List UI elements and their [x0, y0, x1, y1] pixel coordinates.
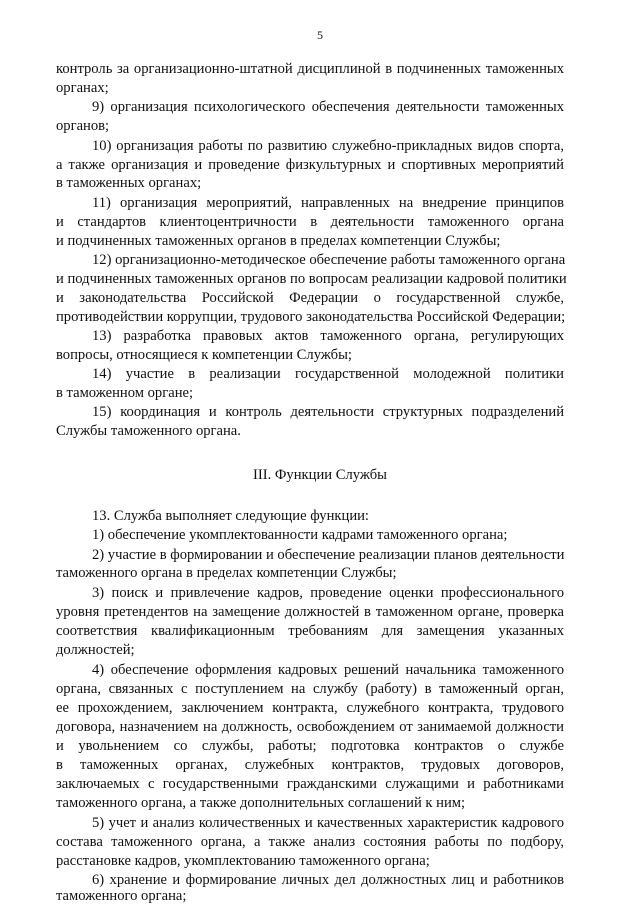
- text-line: 14) участие в реализации государственной молодежной политики: [92, 366, 564, 382]
- text-line: в таможенном органе;: [56, 385, 194, 401]
- text-line: 2) участие в формировании и обеспечение реализации планов деятельности: [92, 547, 565, 563]
- text-line: в таможенных органах;: [56, 175, 202, 191]
- text-line: договора, назначением на должность, освобождением от занимаемой должности: [56, 719, 564, 735]
- text-line: 5) учет и анализ количественных и качественных характеристик кадрового: [92, 815, 564, 831]
- text-line: 12) организационно-методическое обеспечение работы таможенного органа: [92, 252, 566, 268]
- text-line: 4) обеспечение оформления кадровых решений начальника таможенного: [92, 662, 564, 678]
- text-line: контроль за организационно-штатной дисциплиной в подчиненных таможенных: [56, 61, 564, 77]
- text-line: органов;: [56, 118, 110, 134]
- text-line: и стандартов клиентоцентричности в деятельности таможенного органа: [56, 214, 564, 230]
- text-line: органах;: [56, 80, 109, 96]
- text-line: ее прохождением, заключением контракта, служебного контракта, трудового: [56, 700, 564, 716]
- text-line: вопросы, относящиеся к компетенции Службы;: [56, 347, 352, 363]
- text-line: соответствия квалификационным требованиям для замещения указанных: [56, 623, 564, 639]
- text-line: в таможенных органах, служебных контрактов, трудовых договоров,: [56, 757, 564, 773]
- text-line: таможенного органа в пределах компетенции Службы;: [56, 565, 397, 581]
- text-line: расстановке кадров, укомплектованию таможенного органа;: [56, 853, 430, 869]
- text-line: таможенного органа;: [56, 888, 187, 904]
- text-line: таможенного органа, а также дополнительных соглашений к ним;: [56, 795, 466, 811]
- text-line: должностей;: [56, 642, 135, 658]
- text-line: 3) поиск и привлечение кадров, проведение оценки профессионального: [92, 585, 564, 601]
- text-line: уровня претендентов на замещение должностей в таможенном органе, проверка: [56, 604, 564, 620]
- page-number: 5: [317, 28, 323, 42]
- text-line: органа, связанных с поступлением на службу (работу) в таможенный орган,: [56, 681, 564, 697]
- text-line: 1) обеспечение укомплектованности кадрами таможенного органа;: [92, 527, 508, 543]
- text-line: и увольнением со службы, работы; подготовка контрактов о службе: [56, 738, 564, 754]
- text-line: 13) разработка правовых актов таможенного органа, регулирующих: [92, 328, 564, 344]
- text-line: заключаемых с государственными гражданскими служащими и работниками: [56, 776, 564, 792]
- text-line: состава таможенного органа, а также анализ состояния работы по подбору,: [56, 834, 564, 850]
- text-line: 11) организация мероприятий, направленных на внедрение принципов: [92, 195, 564, 211]
- text-line: 10) организация работы по развитию служебно-прикладных видов спорта,: [92, 138, 564, 154]
- text-line: 9) организация психологического обеспечения деятельности таможенных: [92, 99, 564, 115]
- text-line: 6) хранение и формирование личных дел должностных лиц и работников: [92, 872, 564, 888]
- text-line: противодействии коррупции, трудового законодательства Российской Федерации;: [56, 309, 566, 325]
- section-heading: III. Функции Службы: [253, 467, 387, 483]
- text-line: а также организация и проведение физкультурных и спортивных мероприятий: [56, 157, 564, 173]
- text-line: и законодательства Российской Федерации о государственной службе,: [56, 290, 564, 306]
- text-line: 13. Служба выполняет следующие функции:: [92, 508, 369, 524]
- text-line: и подчиненных таможенных органов в пределах компетенции Службы;: [56, 233, 501, 249]
- text-line: Службы таможенного органа.: [56, 423, 241, 439]
- text-line: и подчиненных таможенных органов по вопросам реализации кадровой политики: [56, 271, 567, 287]
- text-line: 15) координация и контроль деятельности структурных подразделений: [92, 404, 564, 420]
